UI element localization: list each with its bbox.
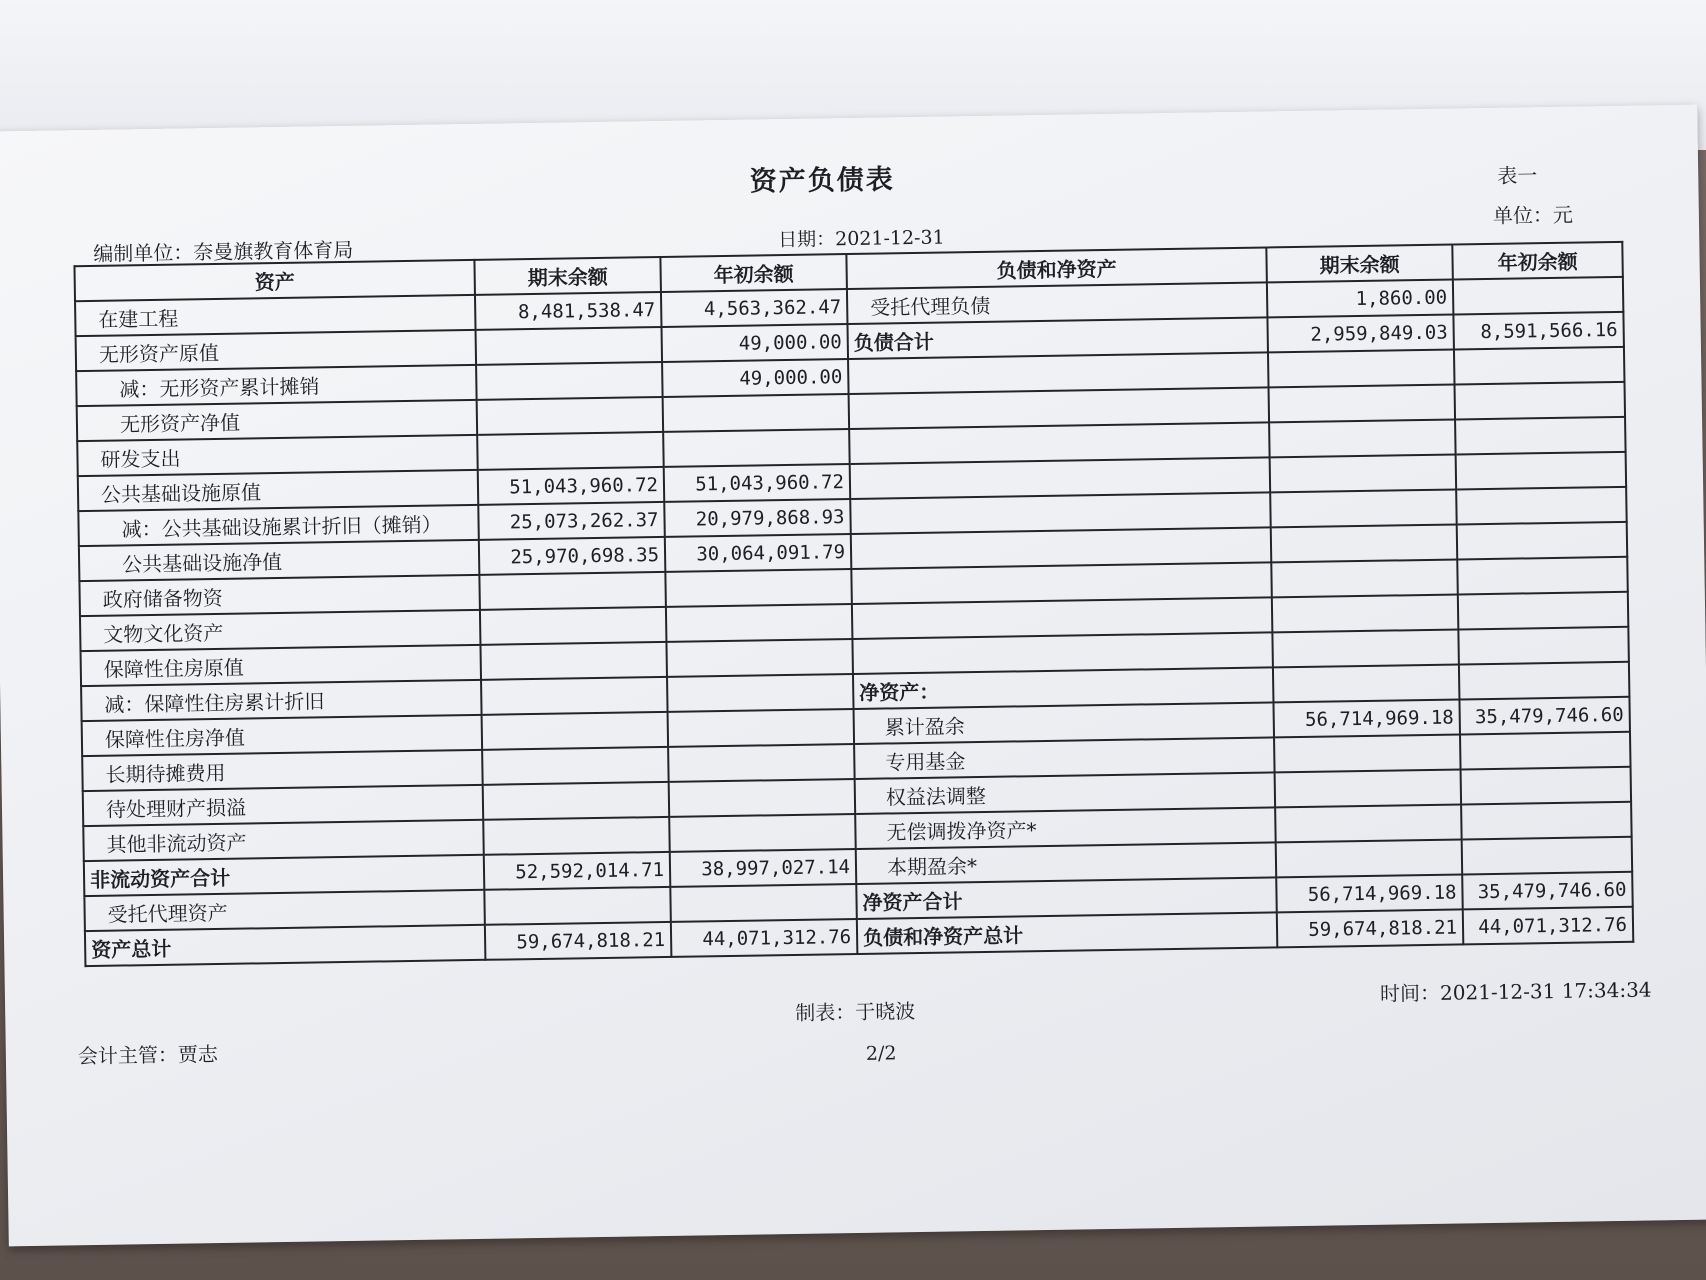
- currency-unit: 单位：元: [1492, 202, 1574, 228]
- asset-begin-value: [670, 884, 857, 922]
- liability-end-value: [1271, 524, 1458, 562]
- asset-begin-value: [663, 394, 850, 432]
- asset-begin-value: [666, 639, 853, 677]
- asset-end-value: [482, 747, 669, 785]
- asset-end-value: [477, 397, 664, 435]
- liability-end-value: [1276, 839, 1463, 877]
- liability-end-value: 1,860.00: [1267, 280, 1454, 318]
- liability-end-value: [1269, 420, 1456, 458]
- liability-begin-value: [1456, 452, 1627, 490]
- asset-label: 研发支出: [77, 435, 478, 476]
- liability-begin-value: [1460, 732, 1631, 770]
- asset-end-value: [479, 572, 666, 610]
- liability-begin-value: [1453, 277, 1624, 315]
- header-liabilities-equity: 负债和净资产: [846, 247, 1266, 289]
- asset-begin-value: 20,979,868.93: [664, 499, 851, 537]
- asset-label: 减：保障性住房累计折旧: [81, 680, 482, 721]
- liability-end-value: [1268, 350, 1455, 388]
- liability-begin-value: [1455, 417, 1626, 455]
- header-asset-end-balance: 期末余额: [474, 257, 661, 295]
- asset-begin-value: 38,997,027.14: [670, 849, 857, 887]
- asset-begin-value: 44,071,312.76: [671, 919, 858, 957]
- asset-label: 公共基础设施原值: [78, 470, 479, 511]
- table-number: 表一: [1497, 163, 1538, 188]
- header-liab-end-balance: 期末余额: [1266, 245, 1453, 283]
- asset-label: 无形资产原值: [76, 330, 477, 371]
- liability-begin-value: [1455, 382, 1626, 420]
- liability-end-value: [1269, 385, 1456, 423]
- liability-begin-value: [1458, 592, 1629, 630]
- liability-label: 本期盈余*: [856, 842, 1276, 884]
- asset-end-value: [483, 782, 670, 820]
- asset-begin-value: [667, 674, 854, 712]
- asset-label: 长期待摊费用: [82, 750, 483, 791]
- asset-begin-value: [668, 744, 855, 782]
- asset-subtotal-label: 非流动资产合计: [84, 855, 485, 896]
- asset-label: 保障性住房净值: [82, 715, 483, 756]
- asset-label: 在建工程: [75, 295, 476, 336]
- header-liab-begin-balance: 年初余额: [1452, 242, 1623, 280]
- liability-begin-value: 35,479,746.60: [1459, 697, 1630, 735]
- total-liab-equity-label: 负债和净资产总计: [857, 912, 1277, 954]
- liability-end-value: [1274, 734, 1461, 772]
- liability-end-value: 59,674,818.21: [1277, 909, 1464, 947]
- liability-end-value: [1273, 664, 1460, 702]
- liability-label: 权益法调整: [855, 772, 1275, 814]
- total-assets-label: 资产总计: [85, 925, 486, 966]
- asset-end-value: [484, 887, 671, 925]
- liability-end-value: [1270, 490, 1457, 528]
- liability-begin-value: [1454, 347, 1625, 385]
- liability-begin-value: [1461, 802, 1632, 840]
- asset-begin-value: [665, 569, 852, 607]
- liability-end-value: 56,714,969.18: [1276, 874, 1463, 912]
- accounting-supervisor: 会计主管：贾志: [77, 1042, 219, 1069]
- asset-end-value: [483, 817, 670, 855]
- liability-end-value: [1272, 594, 1459, 632]
- asset-begin-value: [663, 429, 850, 467]
- page-number: 2/2: [865, 1042, 897, 1065]
- liability-end-value: [1272, 629, 1459, 667]
- liability-end-value: 2,959,849.03: [1267, 315, 1454, 353]
- asset-label: 减：公共基础设施累计折旧（摊销）: [78, 505, 479, 546]
- report-date: 日期：2021-12-31: [777, 226, 945, 252]
- balance-sheet-page: [0, 105, 1706, 1247]
- asset-end-value: 8,481,538.47: [475, 292, 662, 330]
- asset-end-value: [480, 642, 667, 680]
- asset-begin-value: [666, 604, 853, 642]
- asset-label: 保障性住房原值: [81, 645, 482, 686]
- liability-begin-value: [1456, 487, 1627, 525]
- asset-label: 待处理财产损溢: [83, 785, 484, 826]
- print-time: 时间：2021-12-31 17:34:34: [1379, 977, 1652, 1006]
- liability-begin-value: [1459, 662, 1630, 700]
- liability-label: 累计盈余: [854, 702, 1274, 744]
- asset-begin-value: 51,043,960.72: [664, 464, 851, 502]
- asset-end-value: [480, 607, 667, 645]
- preparer: 制表：于晓波: [795, 999, 916, 1025]
- liability-begin-value: 44,071,312.76: [1463, 907, 1634, 945]
- net-assets-total-label: 净资产合计: [856, 877, 1276, 919]
- asset-begin-value: [668, 709, 855, 747]
- liability-label: 无偿调拨净资产*: [855, 807, 1275, 849]
- asset-end-value: 59,674,818.21: [485, 922, 672, 960]
- liability-end-value: 56,714,969.18: [1273, 699, 1460, 737]
- liability-begin-value: 8,591,566.16: [1453, 312, 1624, 350]
- asset-begin-value: [669, 814, 856, 852]
- liability-begin-value: [1462, 837, 1633, 875]
- asset-label: 减：无形资产累计摊销: [76, 365, 477, 406]
- liability-begin-value: [1457, 557, 1628, 595]
- asset-begin-value: 30,064,091.79: [665, 534, 852, 572]
- net-assets-section-label: 净资产：: [853, 667, 1273, 709]
- liability-begin-value: 35,479,746.60: [1462, 872, 1633, 910]
- asset-label: 其他非流动资产: [83, 820, 484, 861]
- asset-end-value: 51,043,960.72: [478, 467, 665, 505]
- liability-begin-value: [1458, 627, 1629, 665]
- liability-end-value: [1275, 804, 1462, 842]
- liability-begin-value: [1461, 767, 1632, 805]
- header-asset-begin-balance: 年初余额: [660, 254, 847, 292]
- liability-end-value: [1270, 455, 1457, 493]
- asset-end-value: [476, 327, 663, 365]
- document-title: 资产负债表: [749, 164, 895, 198]
- asset-label: 无形资产净值: [77, 400, 478, 441]
- asset-end-value: [482, 712, 669, 750]
- asset-end-value: [477, 432, 664, 470]
- asset-begin-value: 4,563,362.47: [661, 289, 848, 327]
- preparing-organization: 编制单位：奈曼旗教育体育局: [93, 237, 354, 266]
- balance-sheet-table: [73, 241, 1634, 967]
- liability-label: 负债合计: [847, 317, 1267, 359]
- liability-begin-value: [1457, 522, 1628, 560]
- asset-begin-value: 49,000.00: [662, 324, 849, 362]
- asset-end-value: [476, 362, 663, 400]
- asset-end-value: 25,970,698.35: [479, 537, 666, 575]
- asset-label: 公共基础设施净值: [79, 540, 480, 581]
- asset-end-value: 25,073,262.37: [478, 502, 665, 540]
- liability-label: 专用基金: [854, 737, 1274, 779]
- liability-label: 受托代理负债: [847, 282, 1267, 324]
- asset-begin-value: [669, 779, 856, 817]
- asset-label: 受托代理资产: [84, 890, 485, 931]
- asset-begin-value: 49,000.00: [662, 359, 849, 397]
- asset-label: 文物文化资产: [80, 610, 481, 651]
- asset-end-value: [481, 677, 668, 715]
- liability-end-value: [1271, 559, 1458, 597]
- header-asset: 资产: [74, 260, 475, 301]
- liability-end-value: [1275, 769, 1462, 807]
- asset-label: 政府储备物资: [79, 575, 480, 616]
- asset-end-value: 52,592,014.71: [484, 852, 671, 890]
